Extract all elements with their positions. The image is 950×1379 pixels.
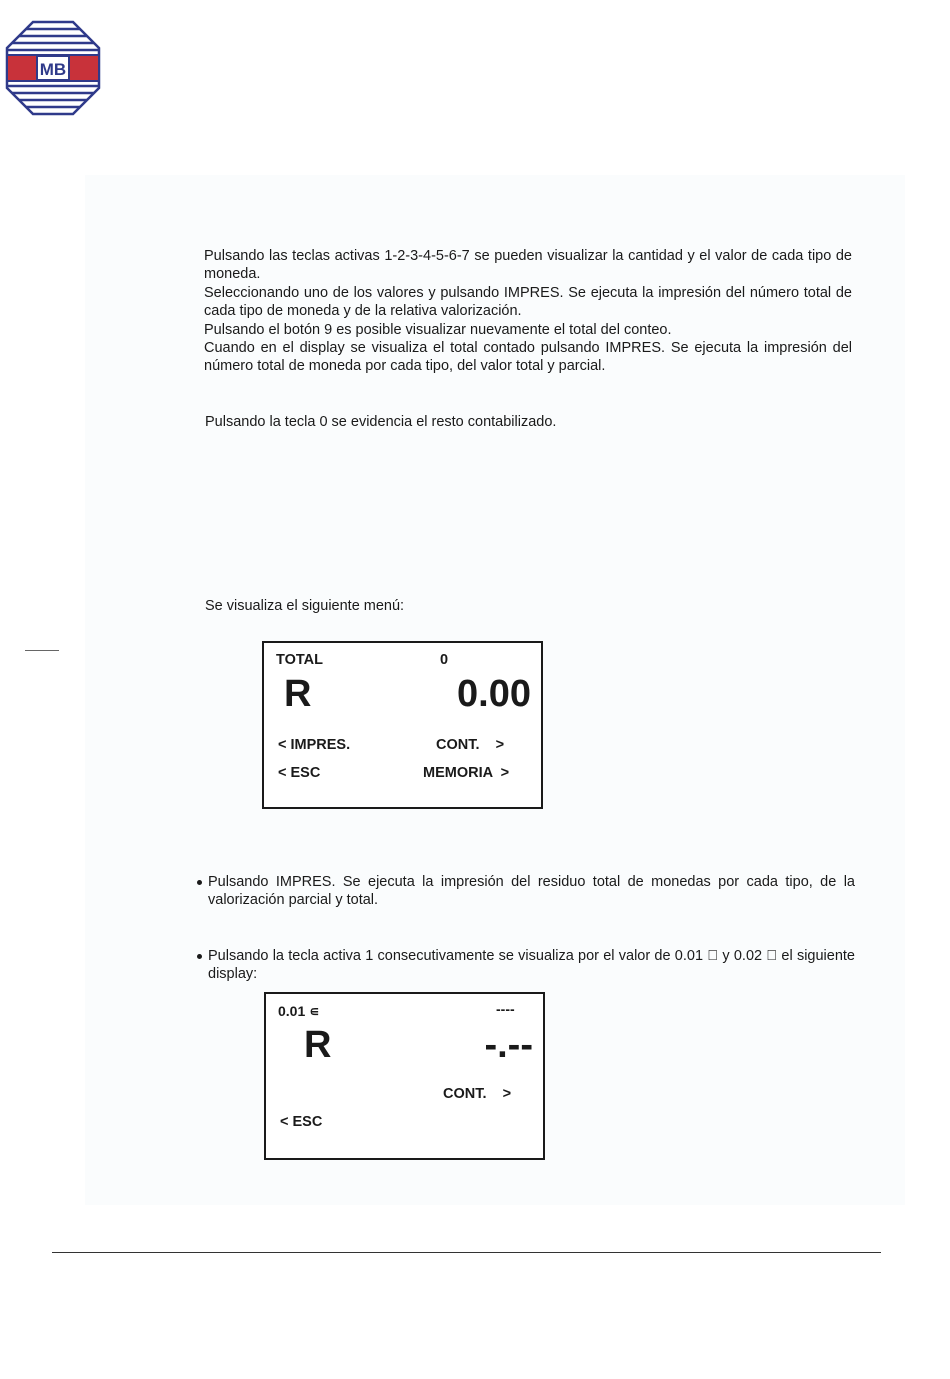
display-letter: R [304,1024,332,1066]
esc-option: < ESC [280,1114,323,1130]
display-count: ---- [496,1001,515,1017]
cont-option: CONT. > [443,1086,512,1102]
display-letter: R [284,673,312,715]
intro-line: Pulsando el botón 9 es posible visualizar nuevamente el total del conteo. [204,321,672,338]
display-title: TOTAL [276,652,323,668]
footer-rule [52,1252,881,1253]
intro-line: Seleccionando uno de los valores y pulsando IMPRES. Se ejecuta la impresión del número total de cada tipo de moneda y de la relativa valorización. [204,284,852,320]
bullet-key1 [208,947,855,984]
logo-text: MB [39,60,67,79]
display-amount: 0.00 [457,673,531,715]
menu-intro-text: Se visualiza el siguiente menú: [205,598,405,614]
bullet-dot [197,954,202,959]
display-amount: -.-- [484,1024,533,1066]
coin-display [264,992,545,1160]
mb-logo [5,20,101,116]
display-title: 0.01 ∊ [278,1003,320,1019]
bullet-impres [208,873,855,910]
intro-line: Cuando en el display se visualiza el total contado pulsando IMPRES. Se ejecuta la impresión del número total de moneda por cada tipo, del valor total y parcial. [204,340,852,375]
key0-text: Pulsando la tecla 0 se evidencia el resto contabilizado. [205,414,557,430]
intro-line: Pulsando las teclas activas 1-2-3-4-5-6-7 se pueden visualizar la cantidad y el valor de cada tipo de moneda. [204,248,852,283]
bullet-dot [197,880,202,885]
cont-option: CONT. > [436,737,505,753]
intro-paragraph [204,247,852,376]
esc-option: < ESC [278,765,321,781]
bullet-text: Pulsando la tecla activa 1 consecutivamente se visualiza por el valor de 0.01 ￿ y 0.02 ￿ el siguiente display: [208,948,855,983]
display-count: 0 [440,652,449,668]
margin-mark [25,650,59,651]
impres-option: < IMPRES. [278,737,351,753]
bullet-text: Pulsando IMPRES. Se ejecuta la impresión del residuo total de monedas por cada tipo, de la valorización parcial y total. [208,874,855,909]
memoria-option: MEMORIA > [423,765,510,781]
total-display [262,641,543,809]
